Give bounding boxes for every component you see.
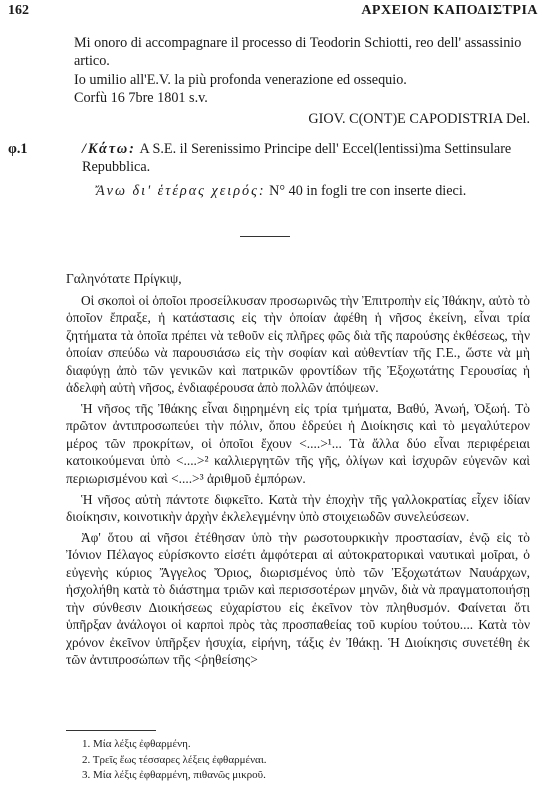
folio-label: φ.1 bbox=[8, 141, 28, 157]
greek-paragraph: Ἡ νῆσος τῆς Ἰθάκης εἶναι διῃρημένη εἰς τρία τμήματα, Βαθύ, Ἀνωή, Ὀξωή. Τὸ πρῶτον ἀντιπροσωπεύει τὴν πόλιν, ὅπου ἑδρεύει ἡ Διοίκησις καὶ τὸ μεγαλύτερον μέρος τῶν προκρίτων, οἱ ὁποῖοι ἔχουν <....>¹... Τὰ ἄλλα δύο εἶναι περιφέρειαι κατοικούμεναι ὑπὸ <....>² καλλιεργητῶν τῆς γῆς, ὀλίγων καὶ ἰσχυρῶν εὐγενῶν καὶ περιωρισμένου καὶ <....>³ ἀριθμοῦ ἐμπόρων. bbox=[66, 400, 530, 487]
page-header bbox=[8, 3, 538, 21]
footnote: 2. Τρεῖς ἕως τέσσαρες λέξεις ἐφθαρμέναι. bbox=[82, 753, 267, 766]
italian-letter-closing bbox=[74, 34, 530, 128]
greek-paragraph: Οἱ σκοποὶ οἱ ὁποῖοι προσείλκυσαν προσωρινῶς τὴν Ἐπιτροπὴν εἰς Ἰθάκην, αὐτὸ τὸ ὁποῖον ἔπραξε, ἡ κατάστασις εἰς τὴν ὁποίαν ἀφέθη ἡ νῆσος ἐκείνη, εἶναι τρία ζητήματα τὰ ὁποῖα πρέπει νὰ τεθοῦν εἰς πλῆρες φῶς διὰ τῆς παρούσης ἐκθέσεως, τὴν ὁποίαν σπεύδω νὰ παρουσιάσω εἰς τὴν σοφίαν καὶ αὐθεντίαν τῆς Γ.Ε., ὥστε νὰ μὴ διαφύγῃ ἀπὸ τῶν γενικῶν καὶ πατρικῶν φροντίδων τῆς Ἐξοχωτάτης Γερουσίας ἡ ἀδελφὴ αὐτὴ νῆσος, ἐνδιαφέρουσα ἀπὸ πολλῶν ἀπόψεων. bbox=[66, 292, 530, 396]
italian-line: Corfù 16 7bre 1801 s.v. bbox=[74, 90, 208, 107]
footnote-rule bbox=[66, 730, 156, 731]
signature: GIOV. C(ONT)E CAPODISTRIA Del. bbox=[308, 110, 530, 127]
section-separator bbox=[240, 236, 290, 237]
footnote: 3. Μία λέξις ἐφθαρμένη, πιθανῶς μικροῦ. bbox=[82, 769, 266, 781]
greek-letter bbox=[66, 270, 530, 669]
address-note bbox=[8, 140, 530, 200]
ano-text: N° 40 in fogli tre con inserte dieci. bbox=[269, 182, 467, 199]
greek-paragraph: Ἡ νῆσος αὐτὴ πάντοτε διφκεῖτο. Κατὰ τὴν ἐποχὴν τῆς γαλλοκρατίας εἶχεν ἰδίαν διοίκησιν, κοινοτικὴν ἀρχὴν ἐκλελεγμένην ὑπὸ στοιχειωδῶν συνελεύσεων. bbox=[66, 491, 530, 525]
running-title: ΑΡΧΕΙΟΝ ΚΑΠΟΔΙΣΤΡΙΑ bbox=[361, 3, 538, 18]
ano-text-line bbox=[96, 182, 530, 200]
italian-line: Mi onoro di accompagnare il processo di Teodorin Schiotti, reo dell' assassinio artico. bbox=[74, 35, 522, 70]
kato-label: /Κάτω: bbox=[82, 141, 136, 157]
page-number: 162 bbox=[8, 3, 29, 18]
greek-paragraph: Ἀφ' ὅτου αἱ νῆσοι ἐτέθησαν ὑπὸ τὴν ρωσοτουρκικὴν προστασίαν, ἐνῷ εἰς τὸ Ἰόνιον Πέλαγος εὑρίσκοντο εἰσέτι ἀμφότεραι αἱ αὐτοκρατορικαὶ ναυτικαὶ μοῖραι, ὁ εὐγενὴς κύριος Ἄγγελος Ὄριος, διωρισμένος ὑπὸ τῶν Ἐξοχωτάτων Ναυάρχων, ἠσχολήθη κατὰ τὸ διάστημα τριῶν καὶ περισσοτέρων μηνῶν, διὰ νὰ πραγματοποιήσῃ τὴν σύνθεσιν Διοικήσεως εὐχαρίστου εἰς ἐκεῖνον τὸν πληθυσμόν. Φαίνεται ὅτι ὑπῆρξαν ἀνάλογοι οἱ καρποὶ πρὸς τὰς προσπαθείας τοῦ κυρίου τούτου.... Κατὰ τὸν χρόνον ἐκεῖνον ὑπῆρξεν ἡσυχία, εἰρήνη, τάξις ἐν Ἰθάκῃ. Ἡ Διοίκησις συνετέθη ἐκ τῶν ἀντιπροσώπων τῆς <ῥηθείσης> bbox=[66, 529, 530, 668]
footnote: 1. Μία λέξις ἐφθαρμένη. bbox=[82, 738, 191, 750]
kato-text: A S.E. il Serenissimo Principe dell' Eccel(lentissi)ma Settinsulare Repubblica. bbox=[82, 141, 512, 176]
italian-line: Io umilio all'E.V. la più profonda venerazione ed ossequio. bbox=[74, 71, 407, 88]
ano-label: Ἄνω δι' ἑτέρας χειρός: bbox=[96, 182, 266, 199]
footnotes bbox=[82, 737, 267, 784]
address-text bbox=[82, 140, 530, 177]
salutation: Γαληνότατε Πρίγκιψ, bbox=[66, 271, 182, 286]
